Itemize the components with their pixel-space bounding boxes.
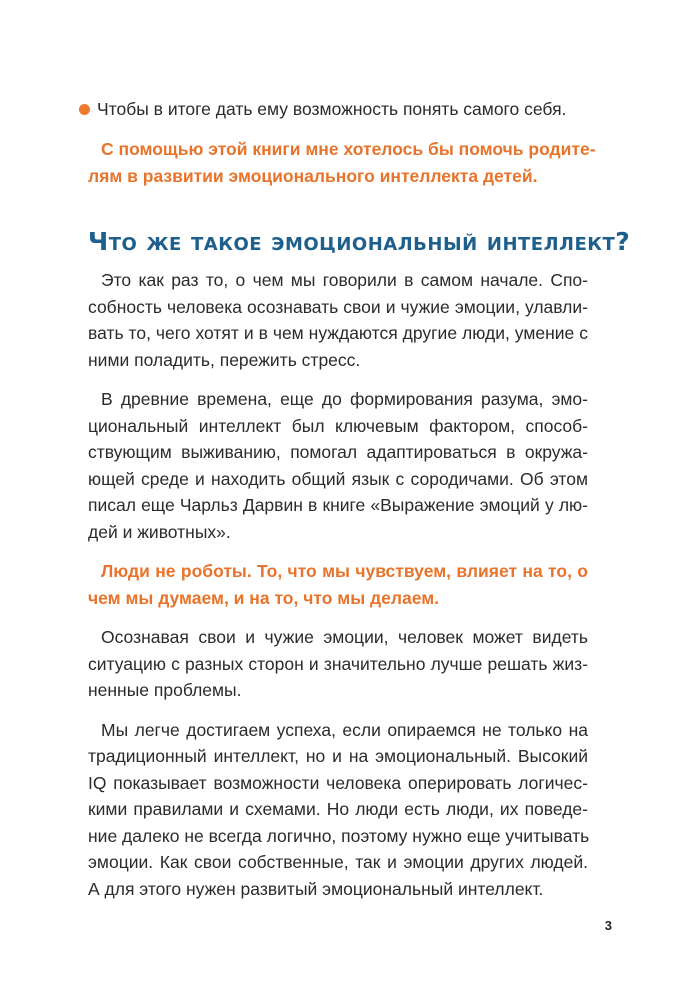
paragraph-1 bbox=[88, 267, 588, 373]
bullet-dot-icon bbox=[79, 104, 90, 115]
highlight-paragraph-1 bbox=[88, 136, 596, 189]
text-line: циональный интеллект был ключевым фактором, способ- bbox=[88, 415, 588, 436]
text-line: лям в развитии эмоционального интеллекта детей. bbox=[88, 165, 538, 186]
text-line: ющей среде и находить общий язык с сородичами. Об этом bbox=[88, 468, 588, 489]
text-line: ствующим выживанию, помогал адаптироваться в окружа- bbox=[88, 442, 588, 462]
text-line: дей и животных». bbox=[88, 521, 231, 542]
bullet-text: Чтобы в итоге дать ему возможность понять самого себя. bbox=[97, 99, 567, 119]
text-line: В древние времена, еще до формирования разума, эмо- bbox=[101, 389, 588, 409]
text-line: ненные проблемы. bbox=[88, 680, 242, 700]
bullet-item bbox=[79, 96, 588, 122]
text-line: писал еще Чарльз Дарвин в книге «Выражение эмоций у лю- bbox=[88, 495, 588, 515]
text-line: IQ показывает возможности человека оперировать логичес- bbox=[88, 772, 588, 793]
text-line: Это как раз то, о чем мы говорили в самом начале. Спо- bbox=[101, 270, 588, 290]
section-heading: Что же такое эмоциональный интеллект? bbox=[88, 227, 631, 256]
text-line: Люди не роботы. То, что мы чувствуем, влияет на то, о bbox=[101, 561, 588, 581]
highlight-paragraph-2 bbox=[88, 558, 588, 611]
text-line: традиционный интеллект, но и на эмоциональный. Высокий bbox=[88, 746, 588, 766]
text-line: эмоции. Как свои собственные, так и эмоции других людей. bbox=[88, 852, 588, 872]
text-line: ние далеко не всегда логично, поэтому нужно еще учитывать bbox=[88, 825, 590, 846]
paragraph-4 bbox=[88, 717, 588, 903]
paragraph-3 bbox=[88, 624, 588, 704]
paragraph-2 bbox=[88, 386, 588, 545]
text-line: вать то, чего хотят и в чем нуждаются другие люди, умение с bbox=[88, 323, 588, 343]
text-line: Осознавая свои и чужие эмоции, человек может видеть bbox=[101, 627, 588, 647]
text-line: А для этого нужен развитый эмоциональный интеллект. bbox=[88, 878, 544, 899]
page-number: 3 bbox=[604, 918, 612, 933]
text-line: Мы легче достигаем успеха, если опираемся не только на bbox=[101, 719, 588, 740]
text-line: кими правилами и схемами. Но люди есть люди, их поведе- bbox=[88, 799, 588, 819]
text-line: собность человека осознавать свои и чужие эмоции, улавли- bbox=[88, 296, 588, 317]
text-line: ними поладить, пережить стресс. bbox=[88, 349, 361, 370]
text-line: ситуацию с разных сторон и значительно лучше решать жиз- bbox=[88, 653, 588, 674]
text-line: чем мы думаем, и на то, что мы делаем. bbox=[88, 587, 440, 608]
text-line: С помощью этой книги мне хотелось бы помочь родите- bbox=[101, 139, 596, 159]
page-content bbox=[88, 96, 631, 902]
